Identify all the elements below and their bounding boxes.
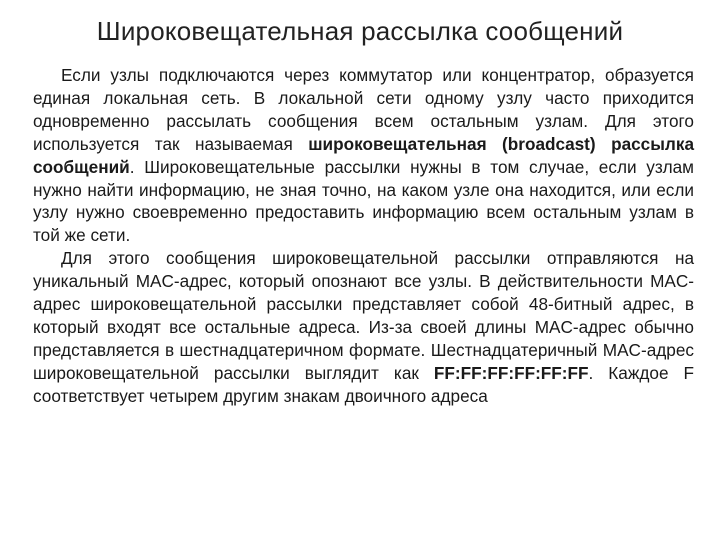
paragraph-text: Если узлы подключаются через коммутатор или концентратор, образуется единая локальная сеть. В локальной сети одному узлу часто приходится одновременно рассылать сообщения всем остальным узлам. Для этого используется так называемая <box>33 65 694 154</box>
bold-term: широковещательная (broadcast) рассылка сообщений <box>33 133 695 177</box>
paragraph-text: . Каждое F соответствует четырем другим знакам двоичного адреса <box>33 362 695 406</box>
paragraph-broadcast-intro <box>33 64 694 247</box>
broadcast-mac-address: FF:FF:FF:FF:FF:FF <box>433 362 589 383</box>
slide-title: Широковещательная рассылка сообщений <box>96 16 624 46</box>
paragraph-text: Для этого сообщения широковещательной рассылки отправляются на уникальный MAC-адрес, который опознают все узлы. В действительности MAC-адрес широковещательной рассылки представляет собой 48-битный адрес, в который входят все остальные адреса. Из-за своей длины MAC-адрес обычно представляется в шестнадцатеричном формате. Шестнадцатеричный MAC-адрес широковещательной рассылки выглядит как <box>33 248 694 383</box>
paragraph-mac-address <box>33 247 694 407</box>
paragraph-text: . Широковещательные рассылки нужны в том случае, если узлам нужно найти информацию, не зная точно, на каком узле она находится, или если узлу нужно своевременно предоставить информацию всем остальным узлам в той же сети. <box>33 156 694 246</box>
slide-body <box>33 64 694 408</box>
